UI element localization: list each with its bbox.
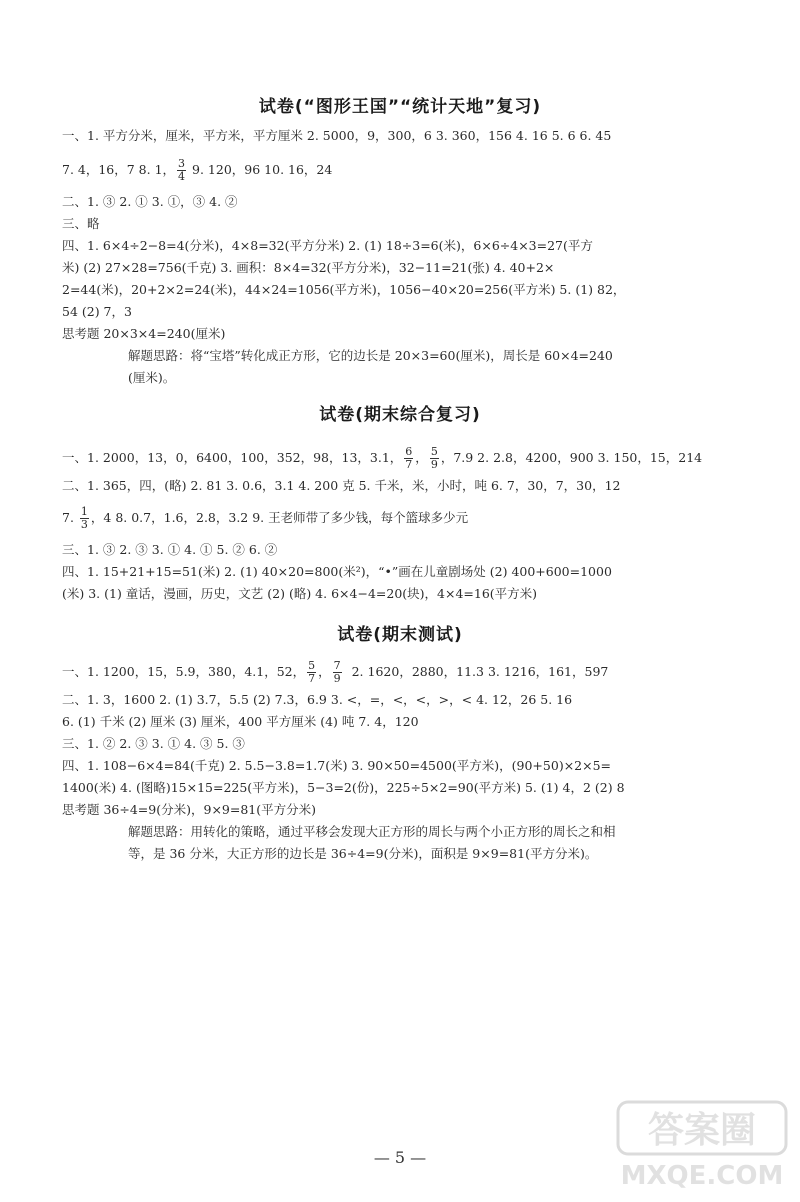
answer-line: 四、1. 15+21+15=51(米) 2. (1) 40×20=800(米²)，“•”画在儿童剧场处 (2) 400+600=1000 — [62, 564, 612, 579]
answer-text: 9. 120，96 10. 16，24 — [192, 162, 333, 177]
answer-text: 7. — [62, 510, 78, 525]
answer-text: ，7.9 2. 2.8，4200，900 3. 150，15，214 — [440, 450, 703, 465]
answer-text: ，4 8. 0.7，1.6，2.8，3.2 9. 王老师带了多少钱，每个篮球多少元 — [90, 510, 469, 525]
watermark-url: MXQE.COM — [620, 1161, 784, 1191]
section-title: 试卷(“图形王国”“统计天地”复习) — [258, 97, 542, 117]
answer-line: (米) 3. (1) 童话，漫画，历史，文艺 (2) (略) 4. 6×4−4=20(块)，4×4=16(平方米) — [62, 586, 538, 601]
answer-line: 米) (2) 27×28=756(千克) 3. 画积：8×4=32(平方分米)，32−11=21(张) 4. 40+2× — [62, 260, 555, 275]
answer-line: 54 (2) 7，3 — [62, 304, 132, 319]
answer-text: 7. 4，16，7 8. 1， — [62, 162, 176, 177]
thinking-question: 思考题 36÷4=9(分米)，9×9=81(平方分米) — [62, 802, 316, 817]
solution-hint: 等，是 36 分米，大正方形的边长是 36÷4=9(分米)，面积是 9×9=81(平方分米)。 — [128, 846, 598, 861]
answer-line: 三、1. ③ 2. ③ 3. ① 4. ① 5. ② 6. ② — [62, 542, 278, 557]
answer-line: 二、1. 365，四，(略) 2. 81 3. 0.6，3.1 4. 200 克 5. 千米，米，小时，吨 6. 7，30，7，30，12 — [62, 478, 621, 493]
solution-hint: (厘米)。 — [128, 370, 176, 385]
fraction: $\frac{6}{7}$ — [405, 445, 413, 471]
answer-line: 一、1. 平方分米，厘米，平方米，平方厘米 2. 5000，9，300，6 3. 360，156 4. 16 5. 6 6. 45 — [62, 128, 612, 143]
section-title: 试卷(期末综合复习) — [319, 405, 481, 425]
section-title: 试卷(期末测试) — [337, 625, 463, 645]
fraction: $\frac{5}{9}$ — [430, 445, 438, 471]
watermark-text: 答案圈 — [647, 1110, 757, 1151]
fraction: $\frac{1}{3}$ — [80, 505, 88, 531]
answer-line: 6. (1) 千米 (2) 厘米 (3) 厘米，400 平方厘米 (4) 吨 7. 4，120 — [62, 714, 419, 729]
answer-line — [62, 506, 468, 531]
page-number: — 5 — — [373, 1148, 427, 1167]
answer-text: 一、1. 2000，13，0，6400，100，352，98，13，3.1， — [62, 450, 403, 465]
fraction: $\frac{3}{4}$ — [178, 157, 186, 183]
answer-line: 二、1. ③ 2. ① 3. ①，③ 4. ② — [62, 194, 238, 209]
answer-line: 1400(米) 4. (图略)15×15=225(平方米)，5−3=2(份)，225÷5×2=90(平方米) 5. (1) 4，2 (2) 8 — [62, 780, 625, 795]
solution-hint: 解题思路：将“宝塔”转化成正方形，它的边长是 20×3=60(厘米)，周长是 60×4=240 — [128, 348, 613, 363]
answer-line: 一、1. 1200，15，5.9，380，4.1，52， $\frac{5}{7}$ ， $\frac{7}{9}$ 2. 1620，2880，11.3 3. 1216，161，597 — [62, 659, 609, 685]
thinking-question: 思考题 20×3×4=240(厘米) — [62, 326, 226, 341]
answer-text: 2. 1620，2880，11.3 3. 1216，161，597 — [351, 664, 609, 679]
solution-hint: 解题思路：用转化的策略，通过平移会发现大正方形的周长与两个小正方形的周长之和相 — [128, 824, 616, 839]
fraction: $\frac{7}{9}$ — [333, 659, 341, 685]
watermark-logo — [612, 1098, 792, 1193]
answer-line: 四、1. 6×4÷2−8=4(分米)，4×8=32(平方分米) 2. (1) 18÷3=6(米)，6×6÷4×3=27(平方 — [62, 238, 593, 253]
answer-line: 二、1. 3，1600 2. (1) 3.7，5.5 (2) 7.3，6.9 3. <，=，<，<，>，< 4. 12，26 5. 16 — [62, 692, 573, 707]
answer-line: 三、略 — [62, 216, 100, 231]
fraction: $\frac{5}{7}$ — [308, 659, 316, 685]
answer-text: 一、1. 1200，15，5.9，380，4.1，52， — [62, 664, 306, 679]
answer-line — [62, 158, 332, 183]
answer-line: 2=44(米)，20+2×2=24(米)，44×24=1056(平方米)，1056−40×20=256(平方米) 5. (1) 82， — [62, 282, 626, 297]
answer-line: 四、1. 108−6×4=84(千克) 2. 5.5−3.8=1.7(米) 3. 90×50=4500(平方米)，(90+50)×2×5= — [62, 758, 612, 773]
answer-line: 三、1. ② 2. ③ 3. ① 4. ③ 5. ③ — [62, 736, 245, 751]
answer-line: 一、1. 2000，13，0，6400，100，352，98，13，3.1， $\frac{6}{7}$ ， $\frac{5}{9}$ ，7.9 2. 2.8，4200，900 3. 150，15，214 — [62, 445, 703, 471]
